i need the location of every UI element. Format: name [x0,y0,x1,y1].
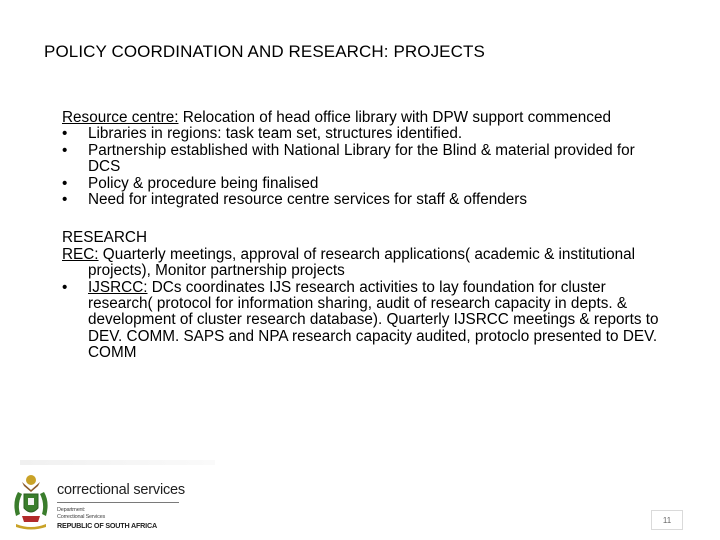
department-line-2: Correctional Services [57,513,106,520]
department-line-1: Department: [57,507,86,513]
list-item: • Partnership established with National Library for the Blind & material provided for DCS [62,141,635,176]
slide-content [62,110,662,362]
resource-centre-label: Resource centre: [62,109,179,126]
bullet-icon: • [62,125,68,143]
list-item: • Need for integrated resource centre services for staff & offenders [62,191,528,209]
bullet-icon: • [62,278,68,296]
list-item [62,280,662,362]
ijsrcc-label: IJSRCC: [88,278,148,296]
bullet-icon: • [62,141,68,159]
brand-block [57,482,185,530]
bullet-icon: • [62,174,68,192]
resource-centre-paragraph [62,110,662,126]
rec-paragraph [62,247,662,280]
research-heading: RESEARCH [62,229,147,247]
resource-centre-text: Relocation of head office library with DPW support commenced [178,109,611,126]
resource-bullet-list [62,126,662,208]
rec-text: Quarterly meetings, approval of research applications( academic & institutional projects), Monitor partnership projects [88,245,636,280]
bullet-icon: • [62,191,68,209]
footer [0,458,720,540]
list-item: • Policy & procedure being finalised [62,174,319,192]
slide-title: POLICY COORDINATION AND RESEARCH: PROJECTS [44,42,485,61]
ijsrcc-text: DCs coordinates IJS research activities to lay foundation for cluster research( protocol for information sharing, audit of research capacity in depts. & development of cluster research database). Quarterly IJSRCC meetings & reports to DEV. COMM. SAPS and NPA research capacity audited, protoclo presented to DEV. COMM [88,278,659,362]
list-item: • Libraries in regions: task team set, structures identified. [62,125,463,143]
country-name: REPUBLIC OF SOUTH AFRICA [57,521,157,530]
footer-divider [20,460,215,465]
page-number: 11 [651,510,683,530]
brand-name: correctional services [57,482,185,498]
brand-rule [57,502,179,503]
south-africa-coat-of-arms-icon [8,472,54,532]
rec-label: REC: [62,245,99,263]
section-spacer [62,208,662,230]
